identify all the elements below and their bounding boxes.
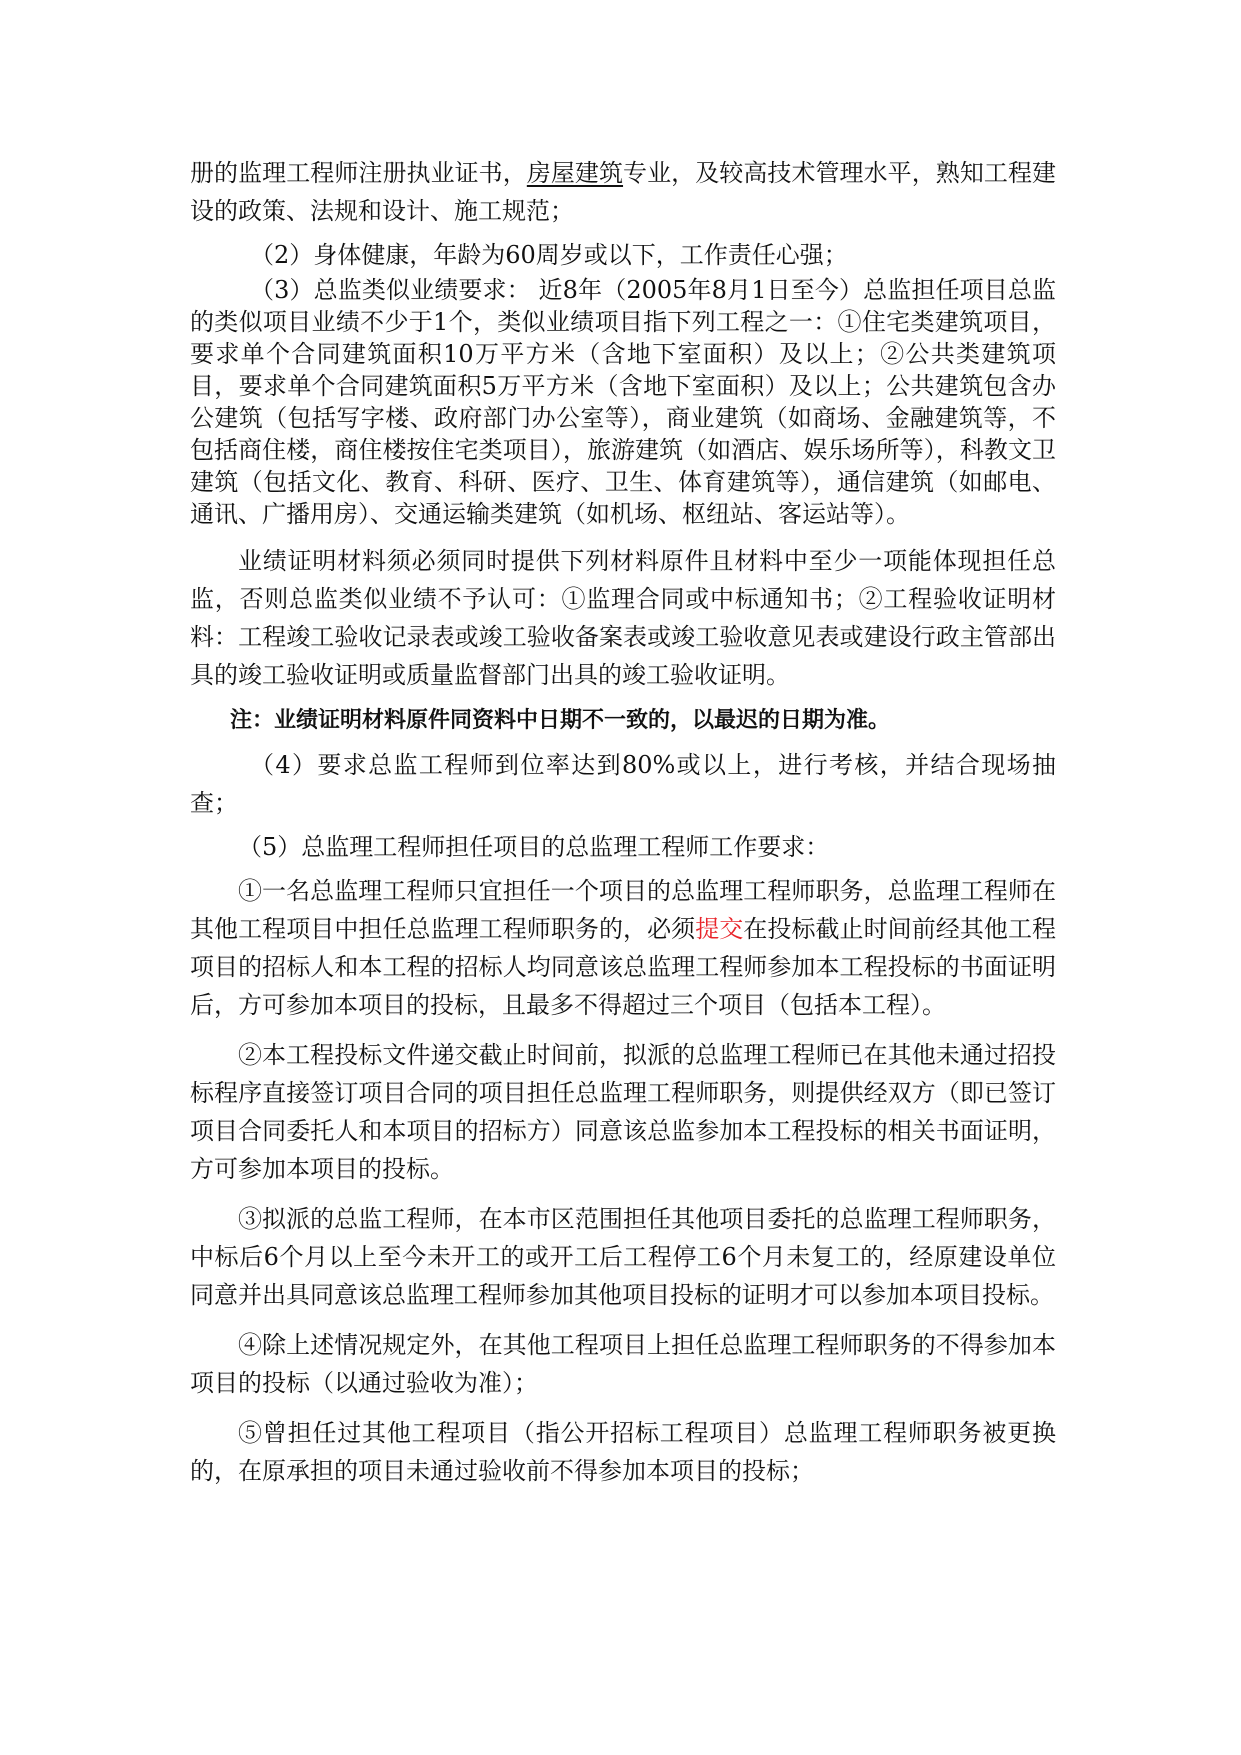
paragraph-attendance-rate: （4）要求总监工程师到位率达到80%或以上，进行考核，并结合现场抽查； xyxy=(190,751,1056,817)
paragraph-text: ①一名总监理工程师只宜担任一个项目的总监理工程师职务，总监理工程师在其他工程项目中担任总监理工程师职务的，必须 xyxy=(190,877,1056,943)
paragraph-rule-2: ②本工程投标文件递交截止时间前，拟派的总监理工程师已在其他未通过招投标程序直接签订项目合同的项目担任总监理工程师职务，则提供经双方（即已签订项目合同委托人和本项目的招标方）同意该总监参加本工程投标的相关书面证明，方可参加本项目的投标。 xyxy=(190,1041,1056,1183)
paragraph-rule-1 xyxy=(190,872,1056,1024)
document-body xyxy=(190,154,1056,1490)
paragraph-text: 专业，及较高技术管理水平，熟知工程建设的政策、法规和设计、施工规范； xyxy=(190,159,1057,225)
underlined-specialty: 房屋建筑 xyxy=(526,159,624,187)
paragraph-text: 册的监理工程师注册执业证书， xyxy=(190,159,527,187)
paragraph-rule-3: ③拟派的总监工程师，在本市区范围担任其他项目委托的总监理工程师职务，中标后6个月以上至今未开工的或开工后工程停工6个月未复工的，经原建设单位同意并出具同意该总监理工程师参加其他项目投标的证明才可以参加本项目投标。 xyxy=(190,1205,1056,1309)
paragraph-certificate-requirements xyxy=(190,154,1056,230)
paragraph-health-age: （2）身体健康，年龄为60周岁或以下，工作责任心强； xyxy=(250,241,848,269)
highlighted-word: 提交 xyxy=(695,915,744,943)
paragraph-work-requirements: （5）总监理工程师担任项目的总监理工程师工作要求： xyxy=(238,833,830,861)
note-date-rule: 注：业绩证明材料原件同资料中日期不一致的，以最迟的日期为准。 xyxy=(230,708,891,733)
paragraph-text: 在投标截止时间前经其他工程项目的招标人和本工程的招标人均同意该总监理工程师参加本工程投标的书面证明后，方可参加本项目的投标，且最多不得超过三个项目（包括本工程）。 xyxy=(190,915,1057,1019)
paragraph-rule-4: ④除上述情况规定外，在其他工程项目上担任总监理工程师职务的不得参加本项目的投标（以通过验收为准）； xyxy=(190,1331,1056,1397)
paragraph-similar-performance: （3）总监类似业绩要求： 近8年（2005年8月1日至今）总监担任项目总监的类似项目业绩不少于1个，类似业绩项目指下列工程之一：①住宅类建筑项目，要求单个合同建筑面积10万平方米（含地下室面积）及以上；②公共类建筑项目，要求单个合同建筑面积5万平方米（含地下室面积）及以上；公共建筑包含办公建筑（包括写字楼、政府部门办公室等），商业建筑（如商场、金融建筑等，不包括商住楼，商住楼按住宅类项目），旅游建筑（如酒店、娱乐场所等），科教文卫建筑（包括文化、教育、科研、医疗、卫生、体育建筑等），通信建筑（如邮电、通讯、广播用房）、交通运输类建筑（如机场、枢纽站、客运站等）。 xyxy=(190,276,1056,528)
paragraph-proof-materials: 业绩证明材料须必须同时提供下列材料原件且材料中至少一项能体现担任总监，否则总监类似业绩不予认可：①监理合同或中标通知书；②工程验收证明材料：工程竣工验收记录表或竣工验收备案表或竣工验收意见表或建设行政主管部出具的竣工验收证明或质量监督部门出具的竣工验收证明。 xyxy=(190,547,1056,689)
paragraph-rule-5: ⑤曾担任过其他工程项目（指公开招标工程项目）总监理工程师职务被更换的，在原承担的项目未通过验收前不得参加本项目的投标； xyxy=(190,1419,1056,1485)
